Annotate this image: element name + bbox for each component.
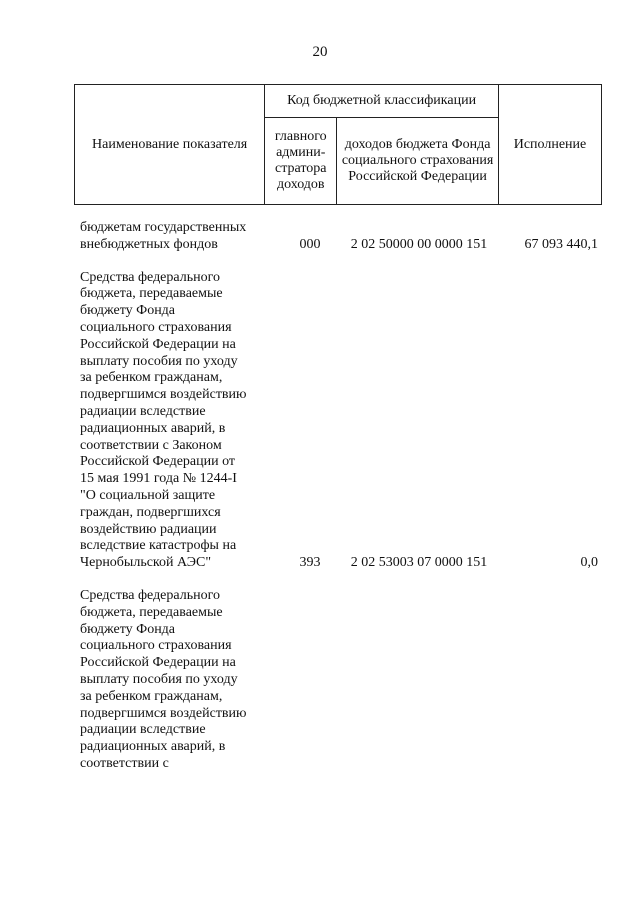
- row-name: Средства федерального бюджета, передаваемые бюджету Фонда социального страхования Российской Федерации на выплату пособия по уходу за ребенком гражданам, подвергшимся воздействию радиации вследствие радиационных аварий, в соответствии с: [80, 587, 247, 771]
- row-admin-code: 000: [299, 236, 321, 252]
- row-name: бюджетам государственных внебюджетных фондов: [80, 220, 247, 252]
- header-name-column: Наименование показателя: [75, 85, 265, 205]
- header-classification-group: Код бюджетной классификации: [265, 85, 499, 118]
- header-execution-column: Исполнение: [498, 85, 601, 205]
- row-name: Средства федерального бюджета, передаваемые бюджету Фонда социального страхования Российской Федерации на выплату пособия по уходу за ребенком гражданам, подвергшимся воздействию радиации вследствие радиационных аварий, в соответствии с Законом Российской Федерации от 15 мая 1991 года № 1244-I "О социальной защите граждан, подвергшихся воздействию радиации вследствие катастрофы на Чернобыльской АЭС": [80, 269, 247, 571]
- row-income-code: 2 02 53003 07 0000 151: [350, 555, 488, 571]
- page-number: 20: [312, 44, 328, 60]
- table-header: [74, 84, 602, 205]
- row-income-code: 2 02 50000 00 0000 151: [350, 236, 488, 252]
- header-income-column: доходов бюджета Фонда социального страхования Российской Федерации: [337, 118, 499, 205]
- table-row: [74, 270, 602, 572]
- row-execution: 0,0: [580, 555, 598, 571]
- table-row: [74, 588, 602, 773]
- header-admin-column: главного админи-стратора доходов: [265, 118, 337, 205]
- table-row: [74, 220, 602, 254]
- row-execution: 67 093 440,1: [524, 236, 598, 252]
- table-body: [74, 220, 602, 789]
- row-admin-code: 393: [299, 555, 321, 571]
